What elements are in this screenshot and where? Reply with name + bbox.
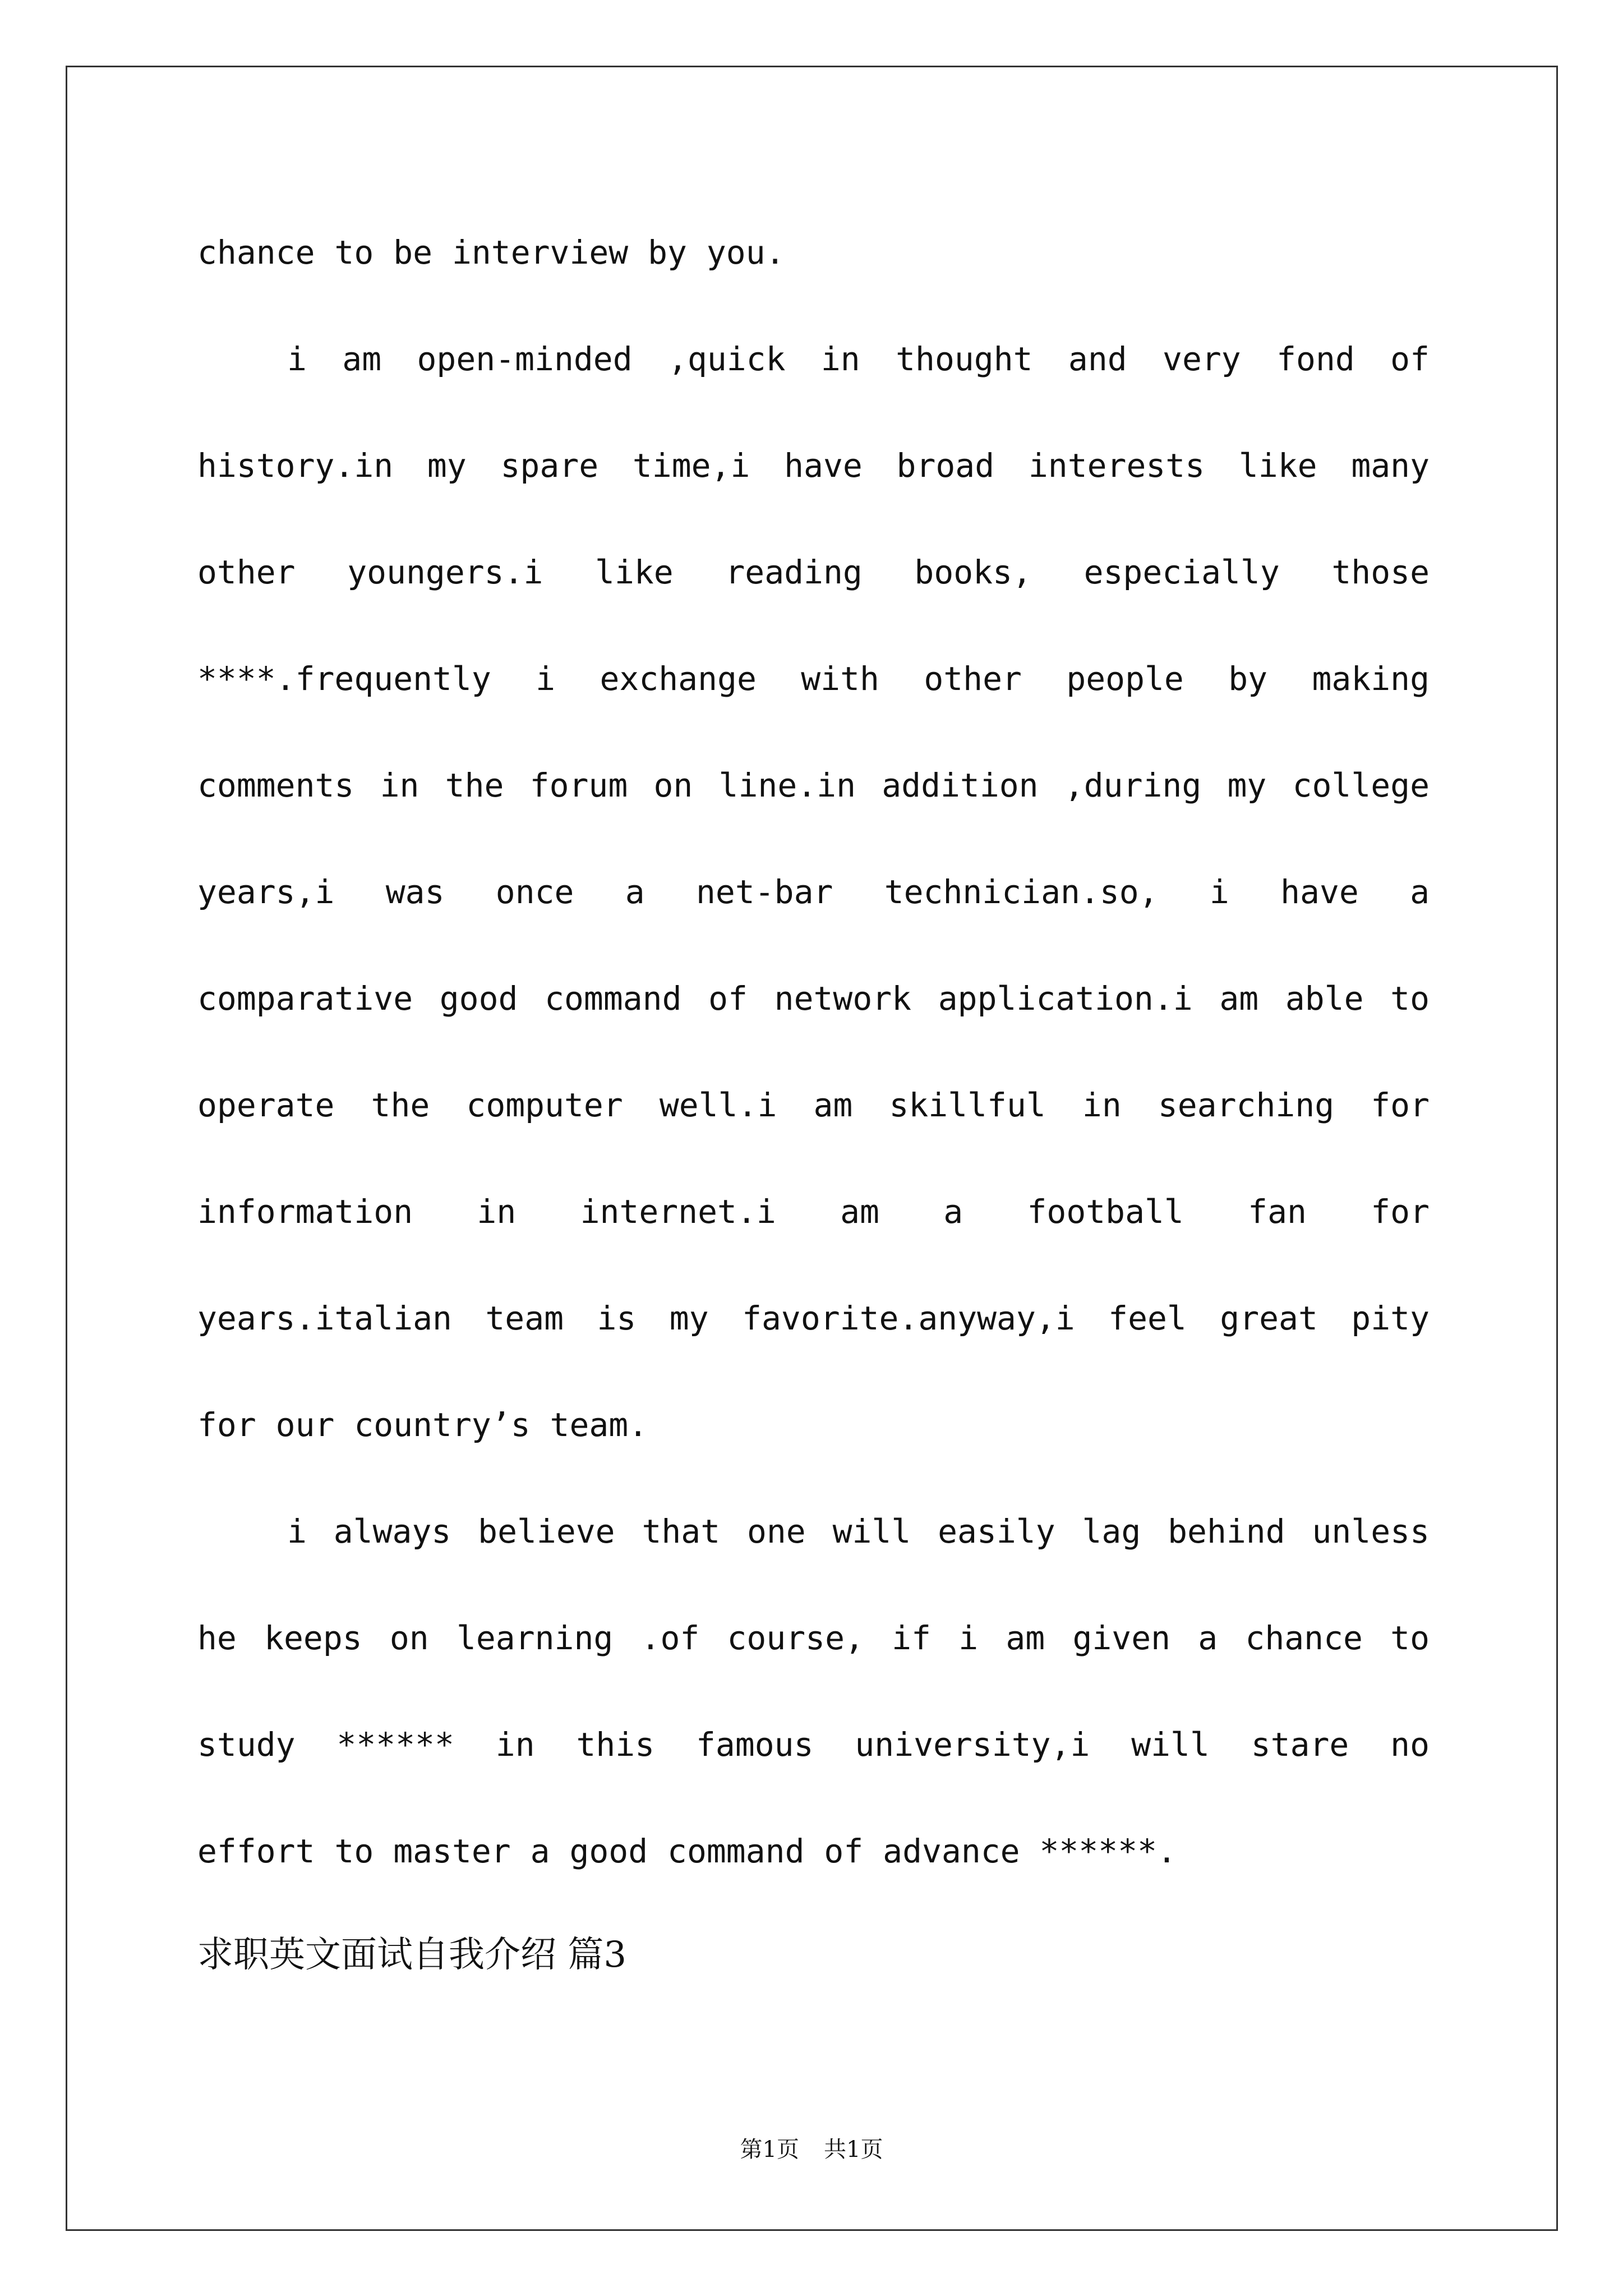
text-line: comparative good command of network application.i am able to	[197, 979, 1430, 1018]
text-line: i always believe that one will easily lag behind unless	[287, 1512, 1430, 1550]
text-line: ****.frequently i exchange with other people by making	[197, 660, 1430, 698]
text-line: operate the computer well.i am skillful in searching for	[197, 1086, 1430, 1124]
text-line: chance to be interview by you.	[197, 233, 785, 272]
text-line: study ****** in this famous university,i will stare no	[197, 1726, 1430, 1764]
text-line: history.in my spare time,i have broad interests like many	[197, 447, 1430, 485]
text-line: i am open-minded ,quick in thought and very fond of	[287, 340, 1430, 378]
page-footer	[0, 2132, 1623, 2164]
text-line: years,i was once a net-bar technician.so, i have a	[197, 873, 1430, 911]
text-line: he keeps on learning .of course, if i am given a chance to	[197, 1619, 1430, 1657]
text-line: effort to master a good command of advance ******.	[197, 1832, 1177, 1870]
text-line: other youngers.i like reading books, especially those	[197, 553, 1430, 591]
section-heading: 求职英文面试自我介绍 篇3	[197, 1934, 627, 1976]
text-line: years.italian team is my favorite.anyway,i feel great pity	[197, 1299, 1430, 1337]
page-number: 第1页	[740, 2137, 799, 2162]
page-frame	[66, 66, 1558, 2231]
text-line: for our country’s team.	[197, 1406, 648, 1444]
page-total: 共1页	[824, 2137, 883, 2162]
text-line: information in internet.i am a football fan for	[197, 1193, 1430, 1231]
text-line: comments in the forum on line.in addition ,during my college	[197, 766, 1430, 804]
